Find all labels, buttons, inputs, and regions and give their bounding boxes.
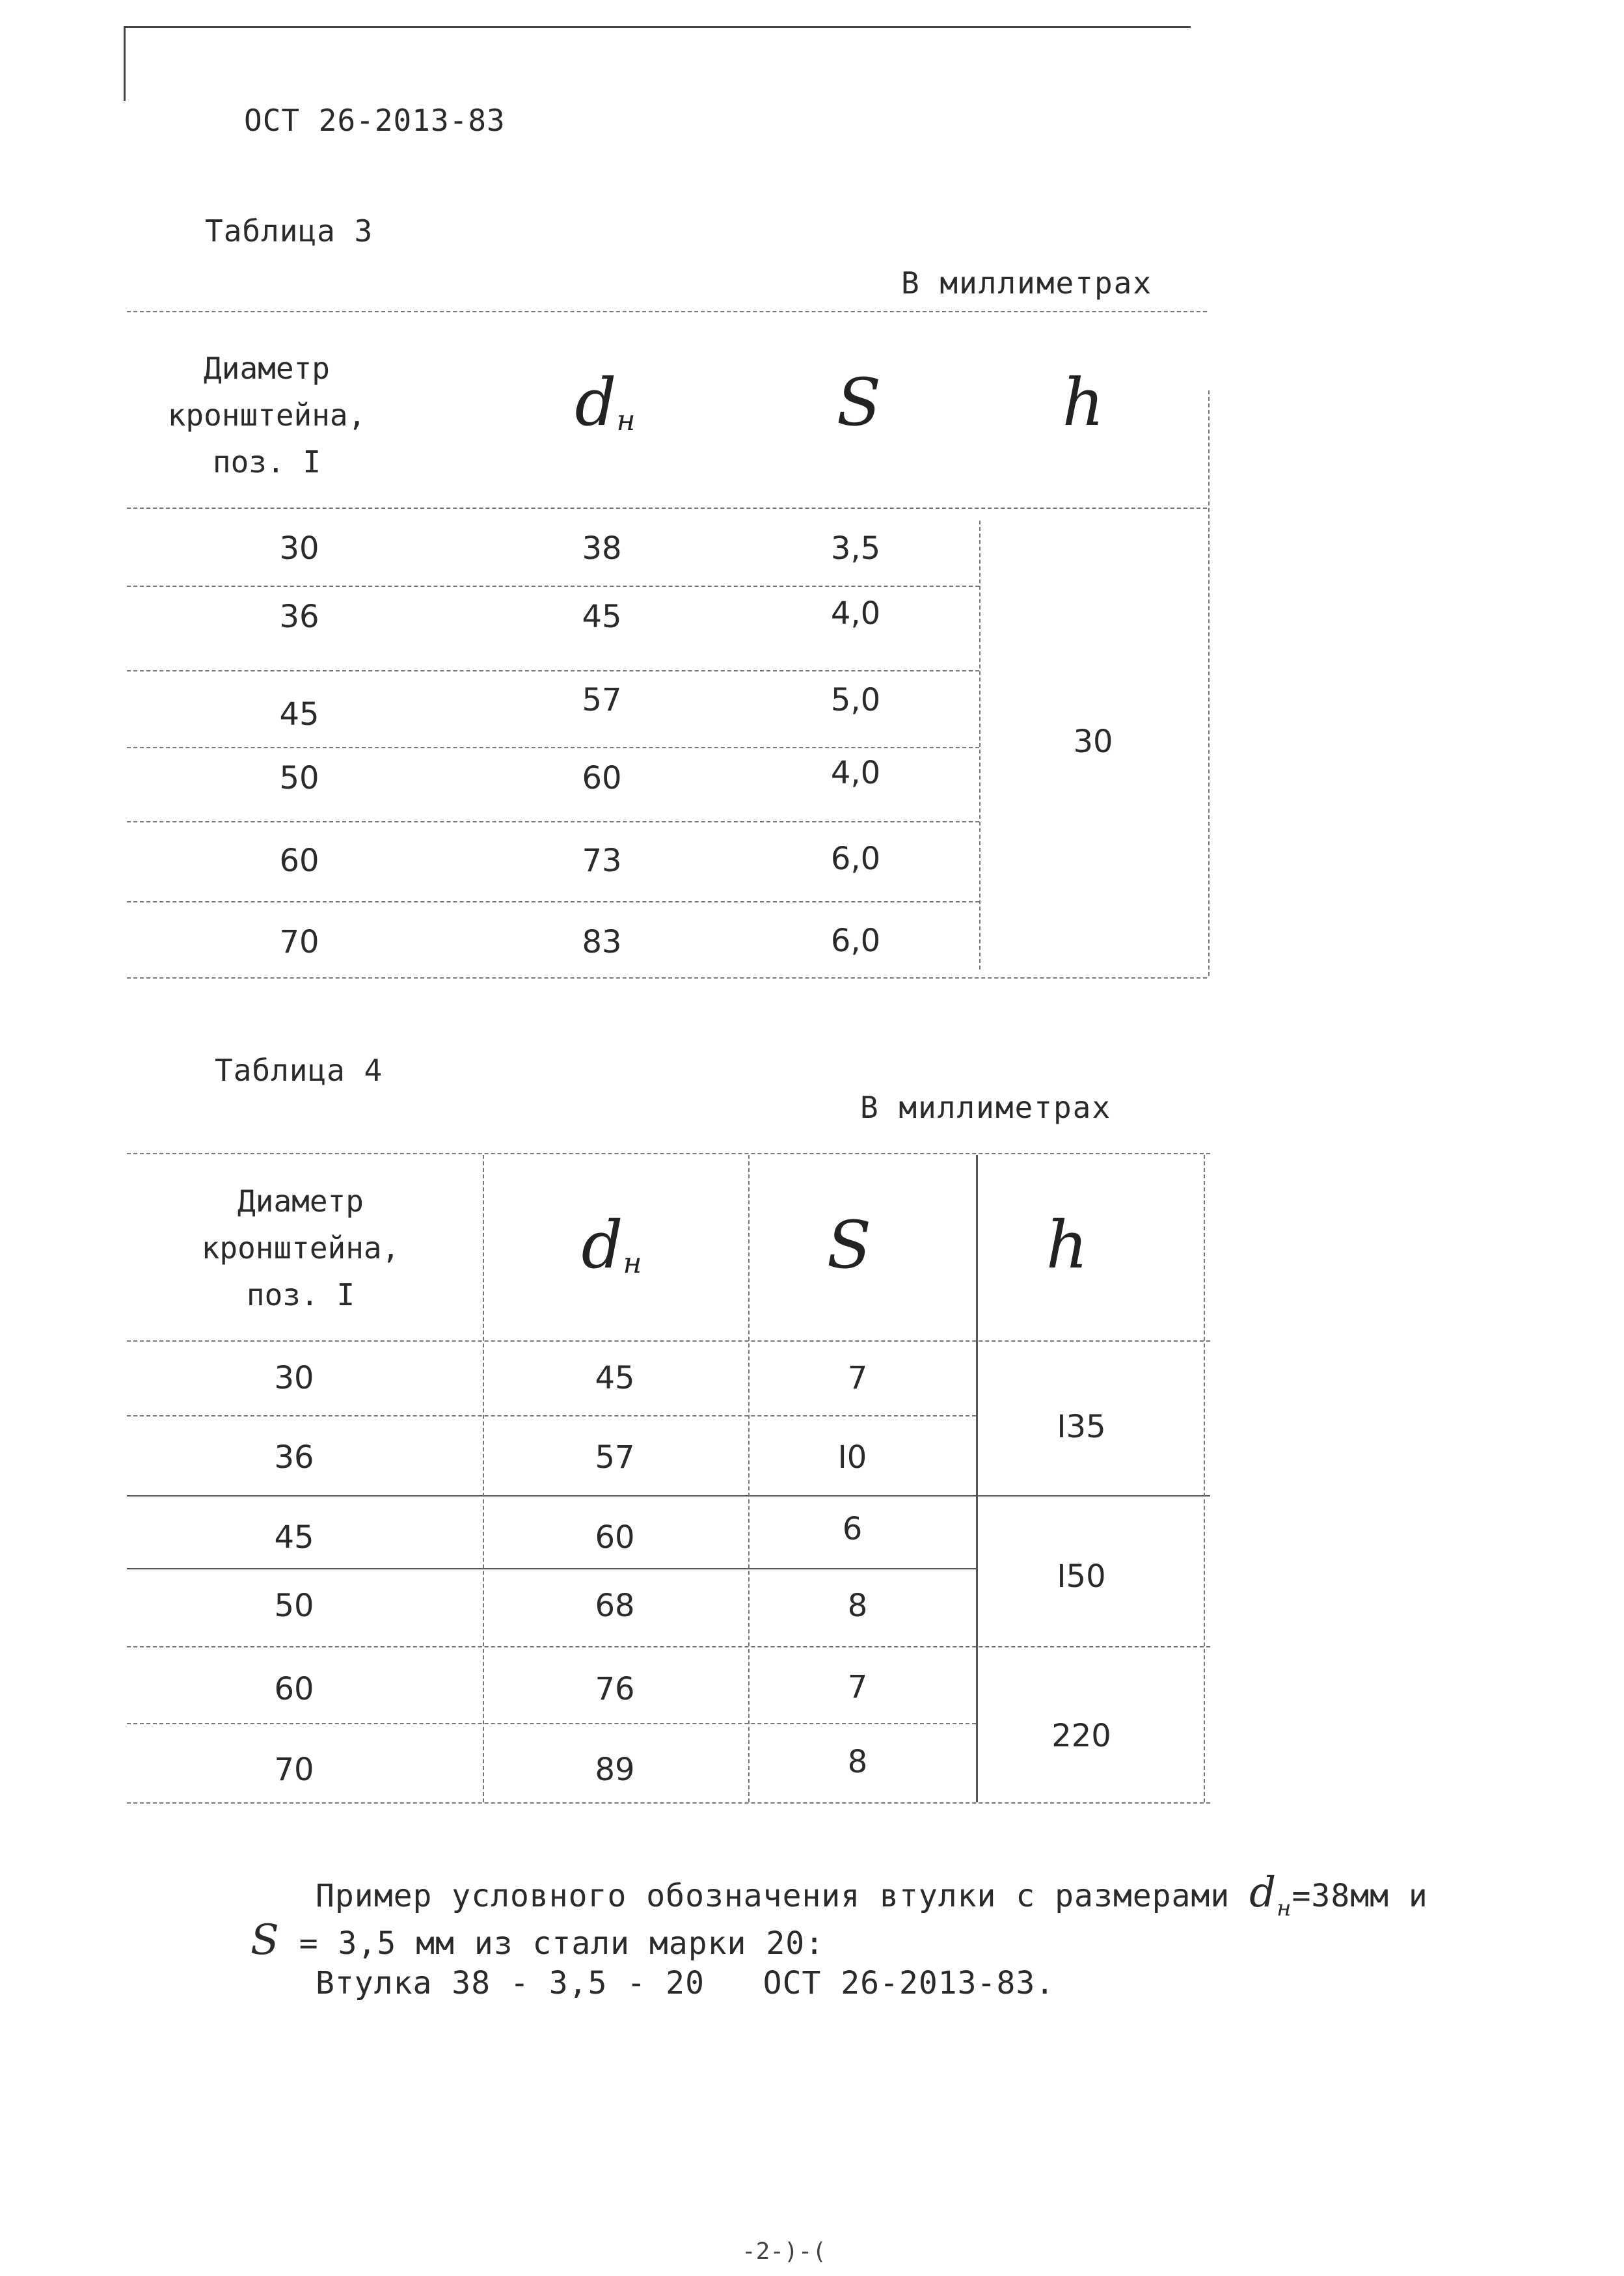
- table3-header-s: S: [836, 364, 882, 440]
- table3-cell-s: 4,0: [830, 755, 881, 791]
- table4-cell-diameter: 70: [274, 1752, 314, 1788]
- table3-cell-s: 6,0: [830, 841, 881, 877]
- table4-header-rule: [127, 1340, 1210, 1342]
- table3-header-dn: $d_н$: [575, 364, 636, 440]
- table4-cell-h: I35: [1057, 1409, 1106, 1445]
- document-code: ОСТ 26-2013-83: [244, 103, 506, 138]
- table3-cell-diameter: 50: [279, 760, 319, 796]
- table4-cell-diameter: 36: [274, 1439, 314, 1476]
- table4-col-rule: [976, 1155, 978, 1802]
- table3-col-rule: [979, 521, 981, 969]
- table4-header-s: S: [826, 1207, 872, 1283]
- table4-group-rule: [127, 1495, 1210, 1497]
- table3-cell-diameter: 30: [279, 530, 319, 567]
- example-s-symbol: S: [250, 1916, 280, 1964]
- example-line-2-text: = 3,5 мм из стали марки 20:: [299, 1925, 825, 1962]
- table4-col-rule: [483, 1155, 484, 1802]
- table4-header-dn: $d_н$: [581, 1207, 642, 1283]
- table4-cell-s: 8: [847, 1588, 868, 1624]
- table3-cell-diameter: 45: [279, 696, 319, 733]
- table4-cell-dn: 45: [595, 1360, 635, 1396]
- example-dn-symbol: $d_н$: [1249, 1869, 1292, 1921]
- table4-top-rule: [127, 1153, 1210, 1154]
- table3-cell-diameter: 70: [279, 924, 319, 960]
- table4-row-rule: [127, 1415, 976, 1416]
- table4-col-rule: [748, 1155, 750, 1802]
- example-line-3: Втулка 38 - 3,5 - 20 ОСТ 26-2013-83.: [316, 1965, 1055, 2001]
- table3-cell-dn: 38: [582, 530, 622, 567]
- table4-cell-s: 7: [847, 1669, 868, 1705]
- table4-header-h: h: [1046, 1207, 1089, 1283]
- table3-cell-dn: 83: [582, 924, 622, 960]
- table4-cell-h: I50: [1057, 1558, 1106, 1595]
- table3-bottom-rule: [127, 977, 1207, 979]
- table4-title: Таблица 4: [215, 1053, 383, 1088]
- table3-header-diameter: Диаметр кронштейна, поз. I: [167, 351, 366, 480]
- table4-cell-diameter: 60: [274, 1671, 314, 1707]
- table3-cell-h: 30: [1073, 724, 1113, 760]
- table4-cell-diameter: 45: [274, 1519, 314, 1556]
- table4-cell-dn: 60: [595, 1519, 635, 1556]
- table4-cell-dn: 89: [595, 1752, 635, 1788]
- table4-row-rule: [127, 1568, 976, 1569]
- frame-top-line: [124, 26, 1191, 28]
- table4-cell-s: I0: [837, 1439, 867, 1476]
- table4-cell-diameter: 30: [274, 1360, 314, 1396]
- table3-cell-dn: 60: [582, 760, 622, 796]
- table4-cell-s: 7: [847, 1360, 868, 1396]
- table4-cell-diameter: 50: [274, 1588, 314, 1624]
- table4-bottom-rule: [127, 1802, 1210, 1804]
- example-line-1-start: Пример условного обозначения втулки с размерами: [316, 1878, 1230, 1914]
- table3-top-rule: [127, 311, 1207, 312]
- table3-title: Таблица 3: [205, 213, 373, 249]
- frame-left-line: [124, 26, 126, 101]
- example-line-1: [316, 1869, 1428, 1921]
- table3-row-rule: [127, 821, 979, 822]
- table3-cell-dn: 57: [582, 682, 622, 718]
- table3-cell-dn: 45: [582, 599, 622, 635]
- table3-cell-s: 3,5: [830, 530, 881, 567]
- table3-right-rule: [1208, 390, 1210, 976]
- table3-row-rule: [127, 670, 979, 671]
- table4-right-rule: [1204, 1155, 1205, 1802]
- footer-mark: -2-)-(: [742, 2238, 827, 2265]
- table4-cell-s: 6: [842, 1511, 863, 1547]
- table3-cell-s: 4,0: [830, 595, 881, 632]
- table3-row-rule: [127, 747, 979, 748]
- table3-cell-diameter: 60: [279, 843, 319, 879]
- table3-cell-s: 6,0: [830, 923, 881, 959]
- table3-row-rule: [127, 586, 979, 587]
- table3-cell-dn: 73: [582, 843, 622, 879]
- table3-header-rule: [127, 508, 1207, 509]
- table4-group-rule: [127, 1646, 1210, 1647]
- table3-cell-diameter: 36: [279, 599, 319, 635]
- table4-cell-dn: 57: [595, 1439, 635, 1476]
- table4-row-rule: [127, 1723, 976, 1724]
- example-line-1-end: =38мм и: [1292, 1878, 1428, 1914]
- table4-units: В миллиметрах: [860, 1090, 1112, 1125]
- table4-header-diameter: Диаметр кронштейна, поз. I: [201, 1184, 400, 1312]
- table3-header-h: h: [1062, 364, 1105, 440]
- table4-cell-dn: 68: [595, 1588, 635, 1624]
- example-line-2: [250, 1916, 824, 1964]
- table3-row-rule: [127, 901, 979, 902]
- table4-cell-s: 8: [847, 1744, 868, 1780]
- table4-cell-h: 220: [1051, 1718, 1111, 1754]
- table4-cell-dn: 76: [595, 1671, 635, 1707]
- table3-units: В миллиметрах: [901, 265, 1153, 301]
- table3-cell-s: 5,0: [830, 682, 881, 718]
